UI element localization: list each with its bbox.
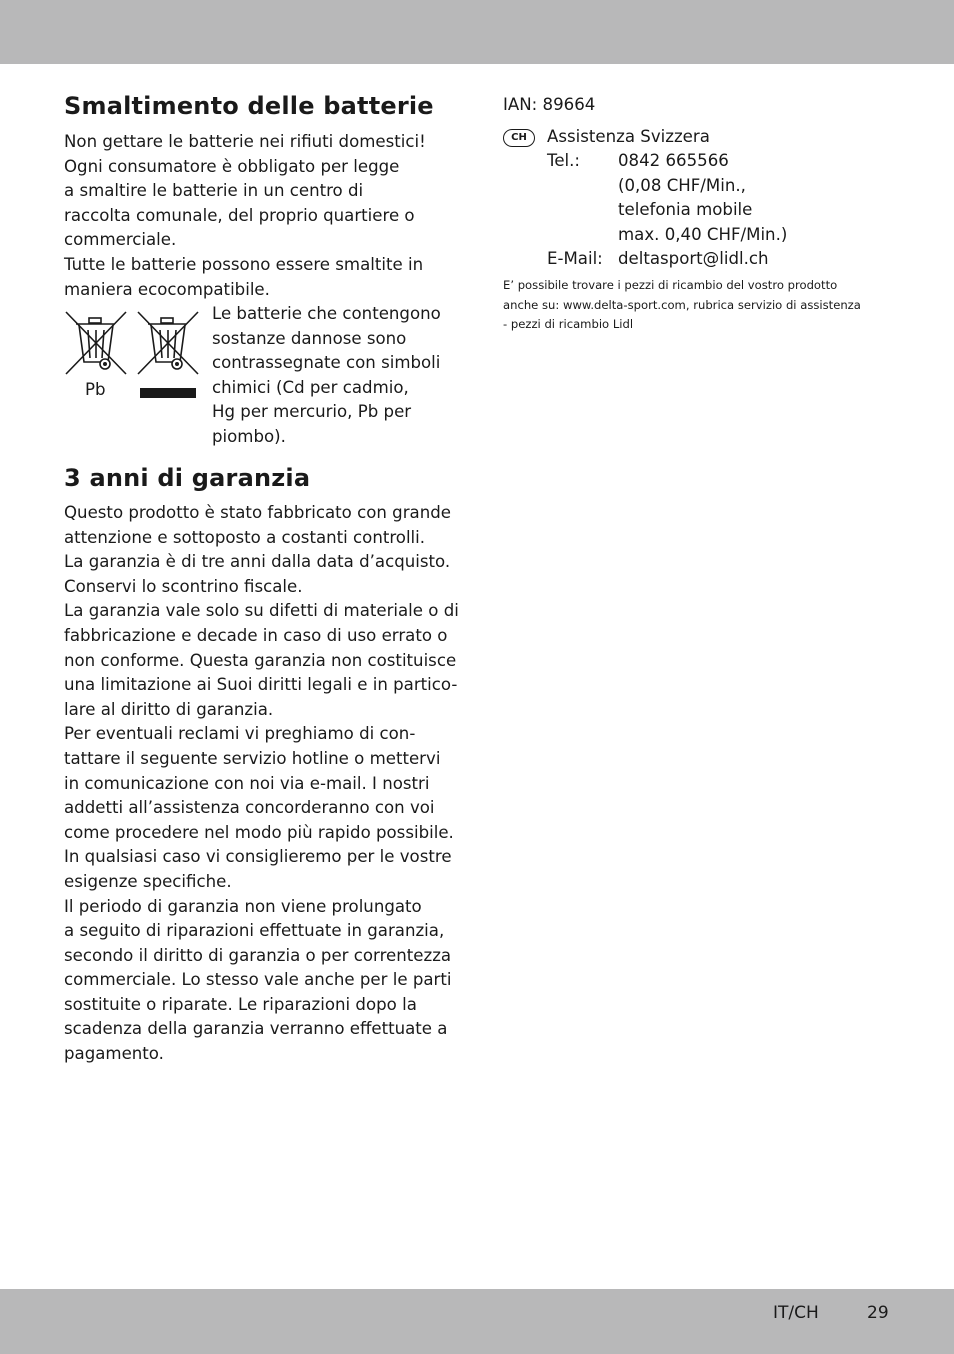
battery-intro-text	[64, 130, 454, 302]
crossed-bin-icon	[64, 310, 128, 380]
text-line: chimici (Cd per cadmio,	[212, 377, 409, 397]
text-line: La garanzia vale solo su difetti di materiale o di	[64, 601, 459, 621]
text-line: attenzione e sottoposto a costanti controlli.	[64, 527, 426, 547]
phone-number: 0842 665566	[618, 151, 729, 170]
text-line: fabbricazione e decade in caso di uso errato o	[64, 625, 448, 645]
text-line: sostituite o riparate. Le riparazioni dopo la	[64, 994, 417, 1014]
text-line: come procedere nel modo più rapido possibile.	[64, 822, 454, 842]
text-line: E’ possibile trovare i pezzi di ricambio del vostro prodotto	[503, 278, 838, 292]
email-address[interactable]: deltasport@lidl.ch	[618, 249, 769, 268]
text-line: commerciale.	[64, 230, 177, 250]
text-line: Per eventuali reclami vi preghiamo di con-	[64, 724, 416, 744]
warranty-section-title: 3 anni di garanzia	[64, 464, 311, 492]
text-line: Le batterie che contengono	[212, 304, 441, 323]
text-line: contrassegnate con simboli	[212, 353, 441, 373]
header-band	[0, 0, 954, 64]
ian-number: IAN: 89664	[503, 95, 596, 114]
text-line: a smaltire le batterie in un centro di	[64, 181, 364, 201]
text-line: non conforme. Questa garanzia non costituisce	[64, 650, 457, 670]
text-line: raccolta comunale, del proprio quartiere o	[64, 205, 415, 225]
footer-language: IT/CH	[773, 1303, 819, 1323]
text-line: commerciale. Lo stesso vale anche per le parti	[64, 970, 452, 990]
email-label: E-Mail:	[547, 249, 603, 268]
text-line: esigenze specifiche.	[64, 871, 232, 891]
text-line: Tutte le batterie possono essere smaltite in	[64, 254, 424, 274]
country-badge-ch: CH	[503, 129, 535, 147]
text-line: addetti all’assistenza concorderanno con voi	[64, 798, 435, 818]
page-number: 29	[867, 1303, 889, 1323]
spare-parts-note	[503, 276, 903, 335]
tel-label: Tel.:	[547, 151, 581, 170]
text-line: scadenza della garanzia verranno effettuate a	[64, 1019, 448, 1039]
text-line: sostanze dannose sono	[212, 328, 407, 348]
crossed-bin-icon	[136, 310, 200, 406]
text-line: anche su: www.delta-sport.com, rubrica servizio di assistenza	[503, 297, 861, 312]
text-line: tattare il seguente servizio hotline o mettervi	[64, 748, 441, 768]
text-line: Il periodo di garanzia non viene prolungato	[64, 896, 422, 916]
text-line: a seguito di riparazioni effettuate in garanzia,	[64, 921, 445, 941]
warranty-text	[64, 501, 459, 1067]
battery-symbols-text	[212, 302, 452, 450]
tel-rate-line: (0,08 CHF/Min.,	[618, 175, 746, 195]
text-line: Questo prodotto è stato fabbricato con grande	[64, 503, 451, 522]
service-name: Assistenza Svizzera	[547, 127, 710, 146]
text-line: in comunicazione con noi via e-mail. I nostri	[64, 773, 430, 793]
text-line: - pezzi di ricambio Lidl	[503, 317, 634, 331]
text-line: Conservi lo scontrino fiscale.	[64, 576, 303, 596]
battery-section-title: Smaltimento delle batterie	[64, 92, 434, 120]
text-line: secondo il diritto di garanzia o per correntezza	[64, 945, 452, 965]
text-line: lare al diritto di garanzia.	[64, 699, 274, 719]
text-line: La garanzia è di tre anni dalla data d’acquisto.	[64, 552, 451, 572]
text-line: Hg per mercurio, Pb per	[212, 402, 412, 422]
tel-rate-line: max. 0,40 CHF/Min.)	[618, 224, 788, 244]
pb-label: Pb	[85, 380, 106, 399]
text-line: maniera ecocompatibile.	[64, 279, 270, 299]
text-line: una limitazione ai Suoi diritti legali e in partico-	[64, 675, 458, 695]
text-line: piombo).	[212, 426, 286, 446]
tel-block	[618, 149, 787, 247]
tel-rate-line: telefonia mobile	[618, 200, 753, 220]
text-line: Non gettare le batterie nei rifiuti domestici!	[64, 132, 426, 151]
text-line: In qualsiasi caso vi consiglieremo per le vostre	[64, 847, 452, 867]
text-line: Ogni consumatore è obbligato per legge	[64, 156, 400, 176]
text-line: pagamento.	[64, 1044, 164, 1064]
